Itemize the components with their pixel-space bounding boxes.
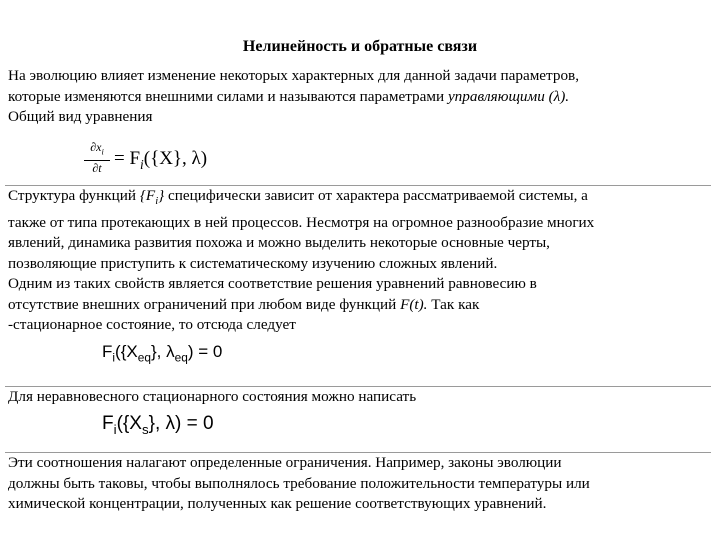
- eq-text: ) = 0: [187, 342, 223, 361]
- eq-text: = F: [114, 148, 141, 169]
- text-line: Одним из таких свойств является соответствие решения уравнений равновесию в: [8, 275, 537, 293]
- fraction: [84, 140, 110, 176]
- emphasis-fragment: }: [158, 187, 165, 204]
- fraction-denominator: ∂t: [92, 161, 102, 176]
- eq-subscript: s: [141, 421, 149, 437]
- text-fragment: специфически зависит от характера рассматриваемой системы, а: [164, 187, 588, 204]
- text-line: должны быть таковы, чтобы выполнялось требование положительности температуры или: [8, 474, 590, 492]
- eq-subscript: i: [112, 350, 116, 365]
- fraction-numerator: [84, 140, 110, 161]
- paragraph-constraints: [8, 453, 714, 515]
- eq-subscript: eq: [137, 350, 151, 365]
- eq-text: F: [102, 413, 114, 434]
- text-line: На эволюцию влияет изменение некоторых характерных для данной задачи параметров,: [8, 67, 580, 84]
- text-fragment: Так как: [427, 295, 480, 313]
- emphasis-text: F(t).: [400, 295, 428, 313]
- equation-equilibrium: [102, 342, 222, 364]
- text-line: -стационарное состояние, то отсюда следует: [8, 316, 296, 334]
- paragraph-structure: [8, 186, 714, 336]
- text-line: Для неравновесного стационарного состояния можно написать: [8, 388, 417, 405]
- eq-text: ∂x: [90, 140, 102, 154]
- eq-subscript: i: [113, 421, 117, 437]
- text-line: также от типа протекающих в ней процессов. Несмотря на огромное разнообразие многих: [8, 213, 595, 231]
- text-line: химической концентрации, полученных как решение соответствующих уравнений.: [8, 495, 547, 512]
- equation-general: [84, 140, 294, 174]
- eq-text: }, λ: [150, 342, 175, 361]
- text-line: Общий вид уравнения: [8, 108, 153, 125]
- eq-text: }, λ) = 0: [148, 413, 214, 434]
- eq-subscript: i: [140, 156, 144, 172]
- eq-subscript: eq: [174, 350, 188, 365]
- text-line: [8, 295, 714, 316]
- paragraph-nonequilibrium: [8, 387, 714, 408]
- emphasis-text: управляющими (λ).: [447, 87, 570, 105]
- text-line: [8, 87, 714, 108]
- equation-rhs: [114, 148, 207, 173]
- emphasis-fragment: {F: [139, 187, 156, 204]
- text-line: [8, 186, 714, 213]
- eq-text: ({X: [116, 413, 142, 434]
- emphasis-text: [139, 187, 165, 208]
- text-fragment: которые изменяются внешними силами и называются параметрами: [8, 87, 448, 105]
- text-fragment: Структура функций: [8, 187, 140, 204]
- eq-text: ({X: [115, 342, 138, 361]
- eq-text: F: [102, 342, 113, 361]
- text-line: позволяющие приступить к систематическому изучению сложных явлений.: [8, 254, 498, 272]
- equation-stationary: [102, 413, 214, 437]
- slide-title: Нелинейность и обратные связи: [242, 38, 478, 55]
- text-line: явлений, динамика развития похожа и можно выделить некоторые основные черты,: [8, 234, 550, 252]
- eq-subscript: i: [101, 147, 104, 157]
- text-fragment: отсутствие внешних ограничений при любом виде функций: [8, 295, 401, 313]
- text-line: Эти соотношения налагают определенные ограничения. Например, законы эволюции: [8, 454, 562, 471]
- eq-text: ({X}, λ): [143, 148, 208, 169]
- paragraph-intro: [8, 66, 714, 128]
- emphasis-subscript: i: [155, 196, 159, 208]
